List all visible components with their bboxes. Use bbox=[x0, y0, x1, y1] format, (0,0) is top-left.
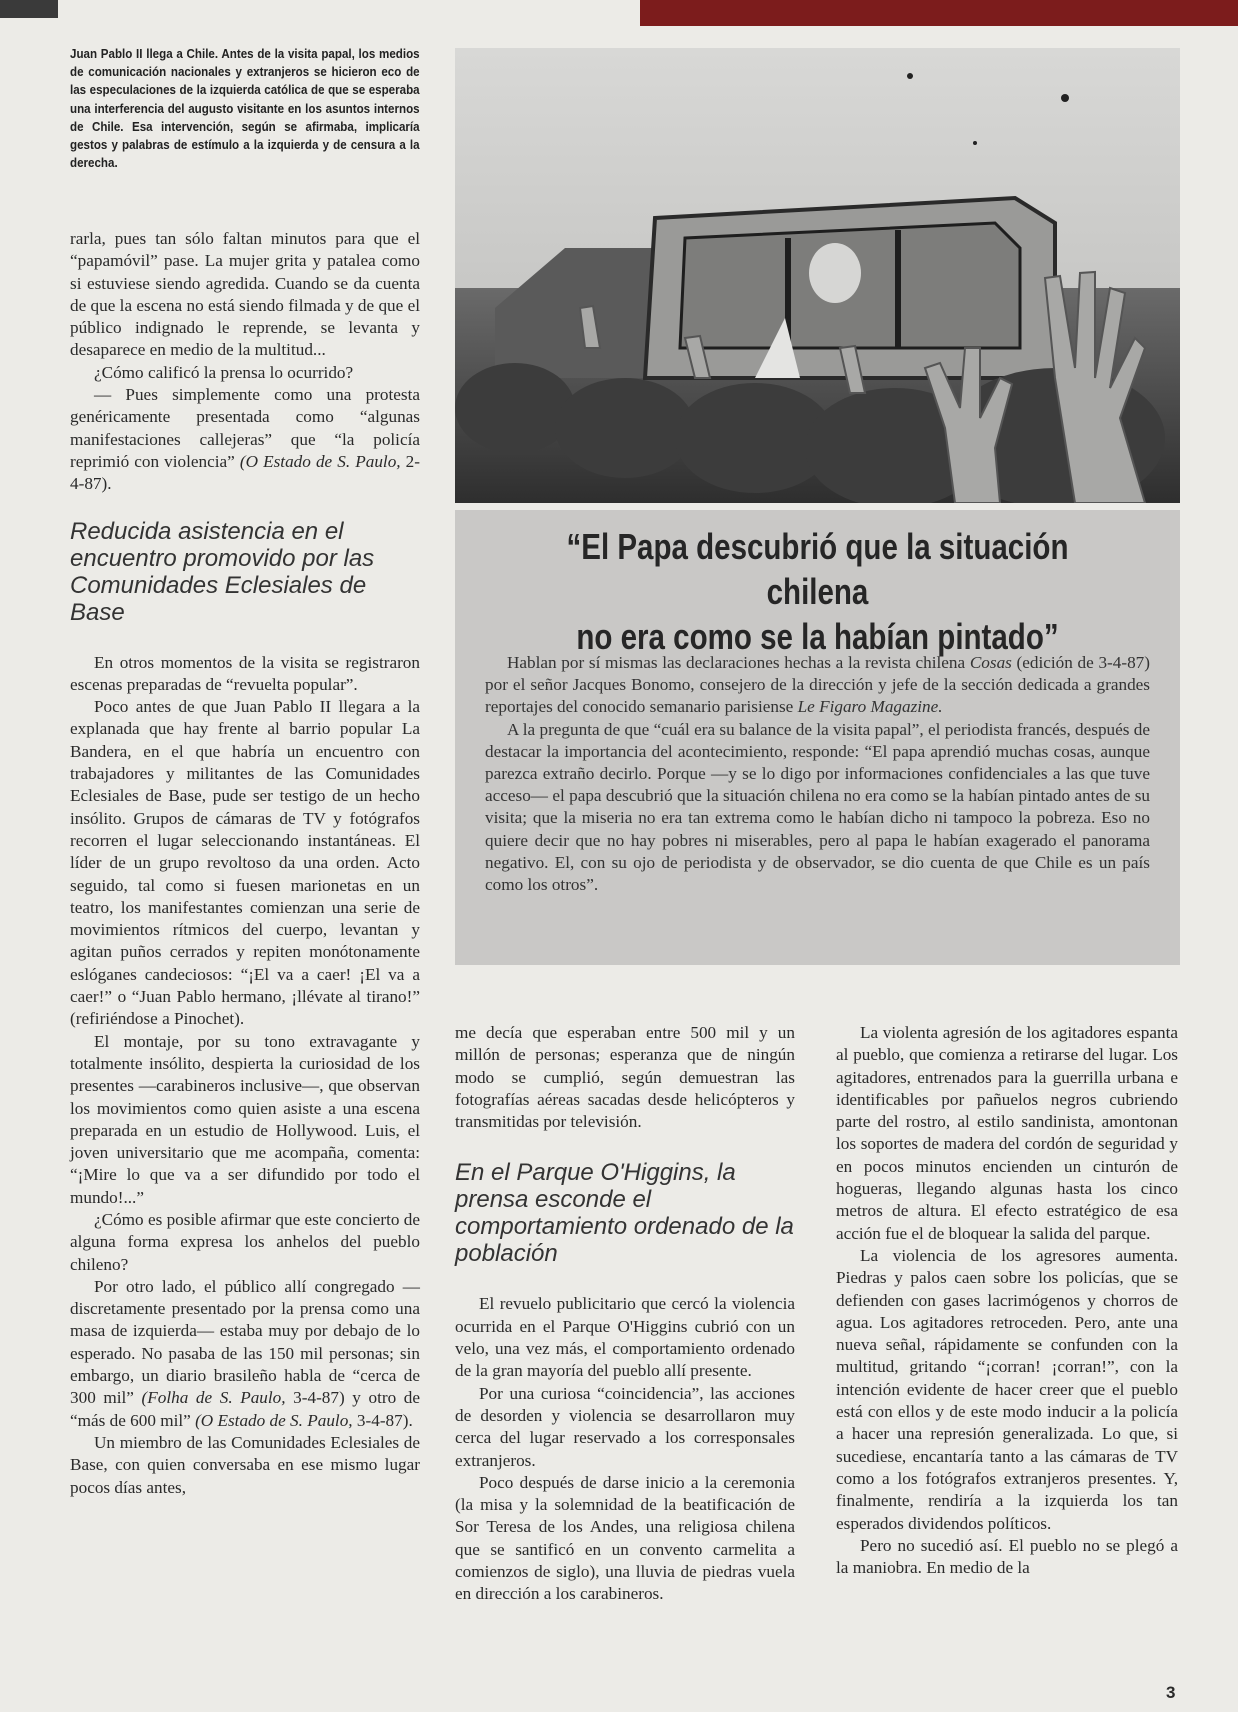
col1-p8-end: 3-4-87). bbox=[352, 1410, 413, 1430]
col1-p8-citation-1: (Folha de S. Paulo, bbox=[141, 1388, 286, 1408]
col3-paragraph-1: La violenta agresión de los agitadores espanta al pueblo, que comienza a retirarse del lugar. Los agitadores, entrenados para la guerrilla urbana e identificables por pañuelos negros cubriendo parte del rostro, al estilo sandinista, amontonan los soportes de madera del cordón de seguridad y en pocos minutos encienden un cinturón de hogueras, llegando algunas hasta los cinco metros de altura. El efecto estratégico de esa acción fue el de bloquear la salida del parque. bbox=[836, 1023, 1178, 1243]
col2-paragraph-3: Por una curiosa “coincidencia”, las acciones de desorden y violencia se desarrollaron muy cerca del lugar reservado a los corresponsales extranjeros. bbox=[455, 1383, 795, 1470]
col1-paragraph-7: ¿Cómo es posible afirmar que este concierto de alguna forma expresa los anhelos del pueblo chileno? bbox=[70, 1209, 420, 1274]
column-middle bbox=[455, 1022, 795, 1606]
col1-p8-citation-2: (O Estado de S. Paulo, bbox=[195, 1410, 353, 1430]
col1-p8-mid: 3-4-87) y otro de “más de 600 mil” bbox=[70, 1388, 420, 1430]
col1-p8-text: Por otro lado, el público allí congregado —discretamente presentado por la prensa como una masa de izquierda— estaba muy por debajo de lo esperado. No pasaba de las 150 mil personas; sin embargo, un diario brasileño habla de “cerca de 300 mil” bbox=[70, 1276, 420, 1408]
col1-subhead: Reducida asistencia en el encuentro promovido por las Comunidades Eclesiales de Base bbox=[70, 517, 375, 626]
col2-paragraph-4: Poco después de darse inicio a la ceremonia (la misa y la solemnidad de la beatificación de Sor Teresa de los Andes, una religiosa chilena que se santificó en un convento carmelita a comienzos de siglo), una lluvia de piedras vuela en dirección a los carabineros. bbox=[455, 1472, 795, 1604]
col1-paragraph-8 bbox=[70, 1276, 420, 1432]
box-p1-citation-2: Le Figaro Magazine. bbox=[797, 697, 943, 717]
box-body bbox=[485, 652, 1150, 896]
col2-paragraph-2: El revuelo publicitario que cercó la violencia ocurrida en el Parque O'Higgins cubrió con un velo, una vez más, el comportamiento ordenado de la gran mayoría del pueblo allí presente. bbox=[455, 1294, 795, 1381]
photo-popemobile-crowd bbox=[455, 48, 1180, 503]
col3-paragraph-3: Pero no sucedió así. El pueblo no se plegó a la maniobra. En medio de la bbox=[836, 1535, 1178, 1578]
col1-paragraph-9: Un miembro de las Comunidades Eclesiales de Base, con quien conversaba en ese mismo lugar pocos días antes, bbox=[70, 1432, 420, 1497]
sidebar-interview-box bbox=[455, 510, 1180, 965]
photo-illustration bbox=[455, 48, 1180, 503]
col1-p3-citation: (O Estado de S. Paulo, bbox=[239, 451, 401, 471]
col1-paragraph-4: En otros momentos de la visita se registraron escenas preparadas de “revuelta popular”. bbox=[70, 652, 420, 694]
box-title bbox=[520, 524, 1115, 659]
column-right bbox=[836, 1022, 1178, 1579]
box-paragraph-2: A la pregunta de que “cuál era su balance de la visita papal”, el periodista francés, después de destacar la importancia del acontecimiento, responde: “El papa aprendió muchas cosas, aunque parezca extraño decirlo. Porque —y se lo digo por informaciones confidenciales a las que tuve acceso— el papa descubrió que la situación chilena no era como se la habían pintado antes de su visita; que la miseria no era tan extrema como le habían dicho ni tampoco la pobreza. Eso no quiere decir que no hay pobres ni miserables, pero al papa le habían exagerado el panorama negativo. El, con su ojo de periodista y de observador, se dio cuenta de que Chile es un país como los otros”. bbox=[485, 719, 1150, 895]
box-title-line-2: no era como se la habían pintado” bbox=[576, 616, 1059, 657]
col1-paragraph-3 bbox=[70, 384, 420, 495]
lead-paragraph: Juan Pablo II llega a Chile. Antes de la visita papal, los medios de comunicación nacionales y extranjeros se hicieron eco de las especulaciones de la izquierda católica de que se esperaba una interferencia del augusto visitante en los asuntos internos de Chile. Esa intervención, según se afirmaba, implicaría gestos y palabras de estímulo a la izquierda y de censura a la derecha. bbox=[70, 47, 420, 171]
page-color-bar bbox=[640, 0, 1238, 26]
box-paragraph-1 bbox=[485, 652, 1150, 719]
col1-paragraph-6: El montaje, por su tono extravagante y totalmente insólito, despierta la curiosidad de los presentes —carabineros inclusive—, que observan los movimientos como quien asiste a una escena preparada en un estudio de Hollywood. Luis, el joven universitario que me acompaña, comenta: “¡Mire lo que va a ser difundido por todo el mundo!...” bbox=[70, 1031, 420, 1207]
box-title-line-1: “El Papa descubrió que la situación chilena bbox=[566, 526, 1069, 612]
page-number: 3 bbox=[1166, 1683, 1176, 1702]
box-p1-mid: (edición de 3-4-87) por el señor Jacques Bonomo, consejero de la dirección y jefe de la sección dedicada a grandes reportajes del conocido semanario parisiense bbox=[485, 653, 1150, 717]
col1-paragraph-5: Poco antes de que Juan Pablo II llegara a la explanada que hay frente al barrio popular La Bandera, en el que habría un encuentro con trabajadores y militantes de las Comunidades Eclesiales de Base, pude ser testigo de un hecho insólito. Grupos de cámaras de TV y fotógrafos recorren el lugar seleccionando instantáneas. El líder de un grupo revoltoso da una orden. Acto seguido, tal como si fuesen marionetas en un teatro, los manifestantes comienzan una serie de movimientos rítmicos del cuerpo, levantan y agitan puños cerrados y repiten monótonamente eslóganes candeciosos: “¡El va a caer! ¡El va a caer!” o “Juan Pablo hermano, ¡llévate al tirano!” (refiriéndose a Pinochet). bbox=[70, 697, 420, 1029]
col1-p3-end: 2-4-87). bbox=[70, 451, 420, 494]
col1-paragraph-1: rarla, pues tan sólo faltan minutos para que el “papamóvil” pase. La mujer grita y patalea como si estuviese siendo agredida. Cuando se da cuenta de que la escena no está siendo filmada y de que el público indignado le reprende, se levanta y desaparece en medio de la multitud... bbox=[70, 229, 420, 360]
col2-subhead: En el Parque O'Higgins, la prensa esconde el comportamiento ordenado de la población bbox=[455, 1159, 794, 1268]
col1-paragraph-2: ¿Cómo calificó la prensa lo ocurrido? bbox=[94, 362, 354, 382]
col2-paragraph-1: me decía que esperaban entre 500 mil y un millón de personas; esperanza que de ningún modo se cumplió, según demuestran las fotografías aéreas sacadas desde helicópteros y transmitidas por televisión. bbox=[455, 1023, 795, 1132]
page-edge-mark bbox=[0, 0, 58, 18]
col3-paragraph-2: La violencia de los agresores aumenta. Piedras y palos caen sobre los policías, que se defienden con gases lacrimógenos y chorros de agua. Los agitadores retroceden. Pero, ante una nueva señal, rápidamente se confunden con la multitud, gritando “¡corran! ¡corran!”, con la intención evidente de hacer creer que el pueblo está con ellos y de este modo inducir a la policía a hacer una represión generalizada. Lo que, si sucediese, encantaría tanto a las cámaras de TV como a los fotógrafos extranjeros presentes. Y, finalmente, rendiría a la izquierda los tan esperados dividendos políticos. bbox=[836, 1245, 1178, 1533]
box-p1-citation-1: Cosas bbox=[969, 653, 1012, 672]
col1-p3-text: — Pues simplemente como una protesta genéricamente presentada como “algunas manifestaciones callejeras” que “la policía reprimió con violencia” bbox=[70, 385, 420, 471]
column-left bbox=[70, 228, 420, 1499]
box-p1-text: Hablan por sí mismas las declaraciones hechas a la revista chilena bbox=[507, 653, 970, 672]
